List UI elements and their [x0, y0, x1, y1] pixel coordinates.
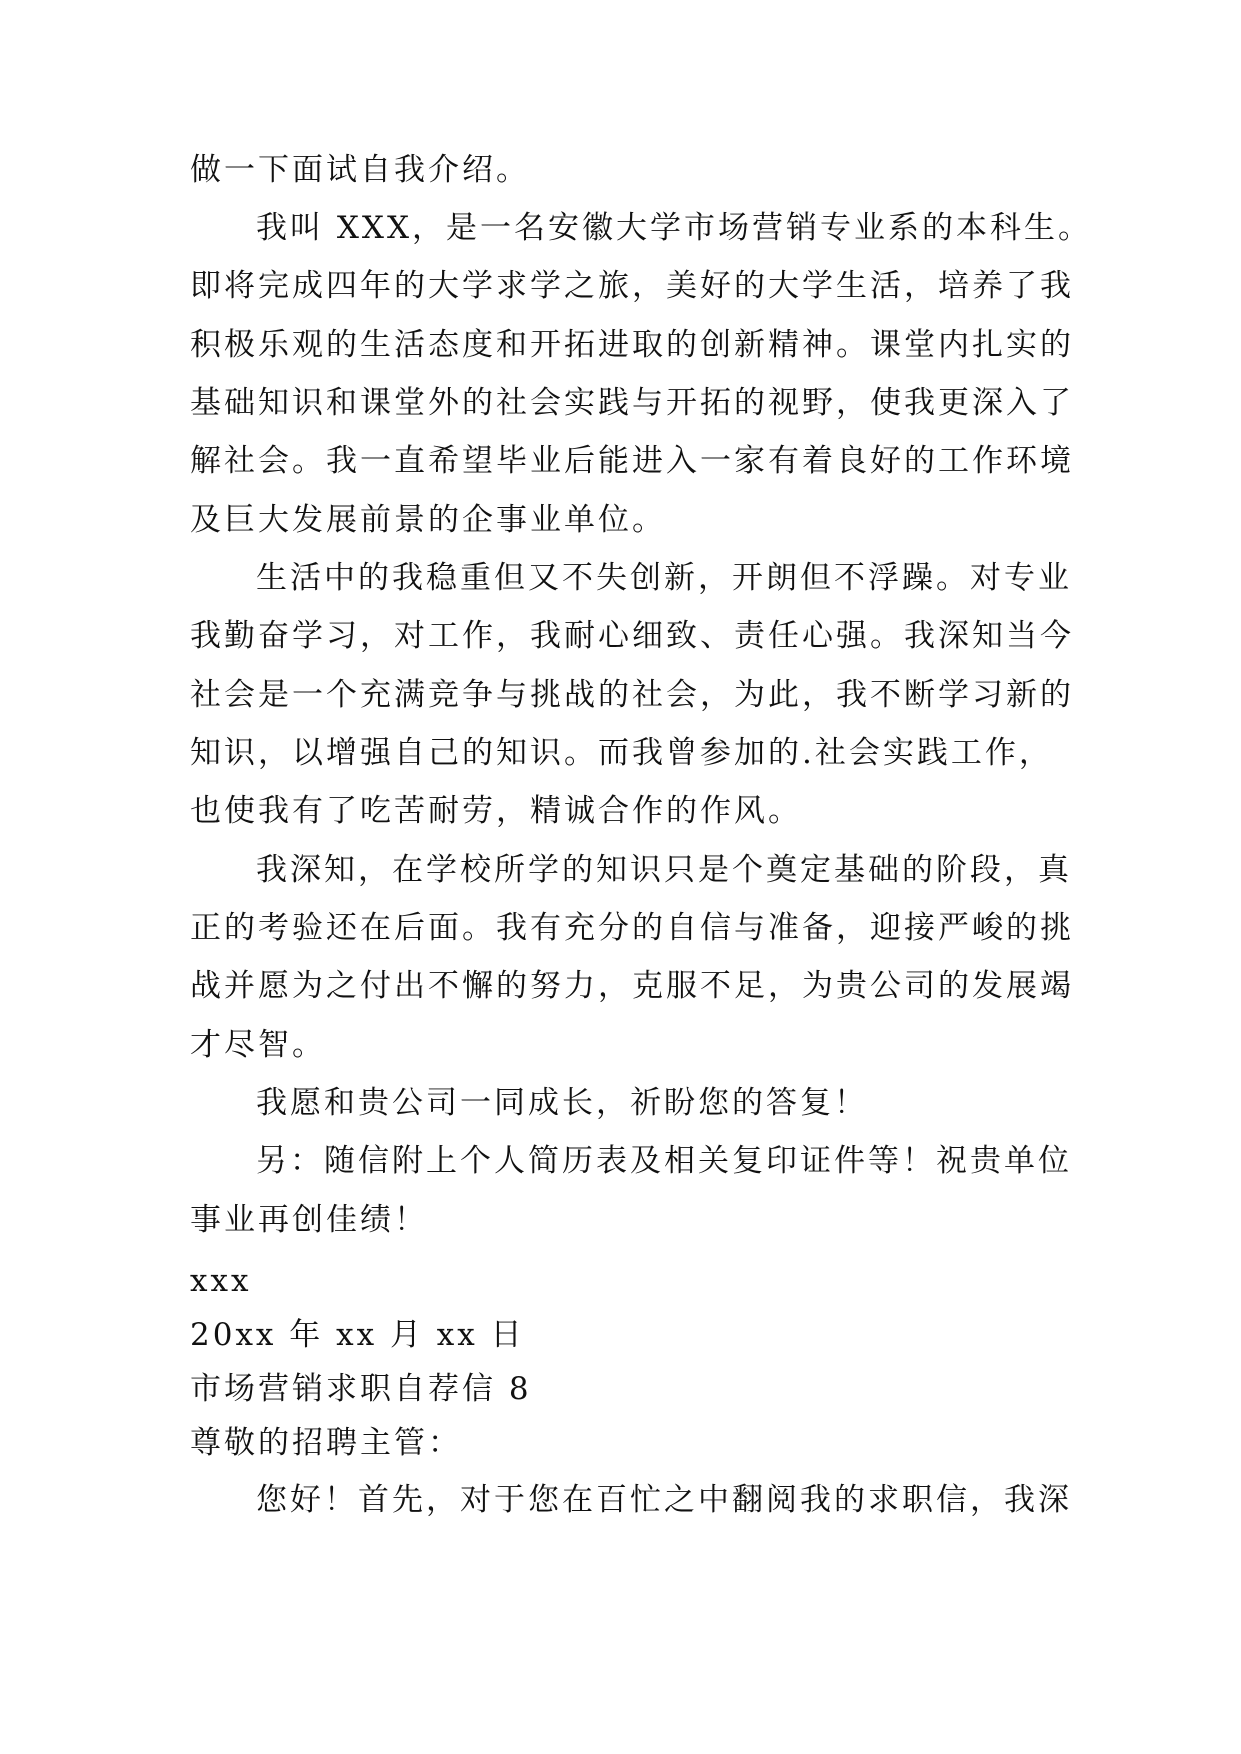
- salutation: 尊敬的招聘主管：: [190, 1425, 462, 1461]
- text-line: 战并愿为之付出不懈的努力，克服不足，为贵公司的发展竭: [190, 968, 1074, 1004]
- text-line: 即将完成四年的大学求学之旅，美好的大学生活，培养了我: [190, 268, 1074, 304]
- text-line: 及巨大发展前景的企事业单位。: [190, 502, 666, 538]
- text-line: 生活中的我稳重但又不失创新，开朗但不浮躁。对专业: [256, 560, 1072, 596]
- text-line: 我深知，在学校所学的知识只是个奠定基础的阶段，真: [256, 852, 1072, 888]
- text-line: 我勤奋学习，对工作，我耐心细致、责任心强。我深知当今: [190, 618, 1074, 654]
- text-line: 解社会。我一直希望毕业后能进入一家有着良好的工作环境: [190, 443, 1074, 479]
- text-line: 正的考验还在后面。我有充分的自信与准备，迎接严峻的挑: [190, 910, 1074, 946]
- text-line: 知识，以增强自己的知识。而我曾参加的.社会实践工作，: [190, 735, 1053, 771]
- signature-name: xxx: [190, 1263, 252, 1299]
- text-line: 事业再创佳绩！: [190, 1202, 428, 1238]
- text-line: 社会是一个充满竞争与挑战的社会，为此，我不断学习新的: [190, 677, 1074, 713]
- text-line: 也使我有了吃苦耐劳，精诚合作的作风。: [190, 793, 802, 829]
- text-line: 我叫 XXX，是一名安徽大学市场营销专业系的本科生。: [256, 210, 1093, 246]
- text-line: 积极乐观的生活态度和开拓进取的创新精神。课堂内扎实的: [190, 327, 1074, 363]
- text-line: 才尽智。: [190, 1027, 326, 1063]
- text-line: 另：随信附上个人简历表及相关复印证件等！祝贵单位: [256, 1143, 1072, 1179]
- text-line: 基础知识和课堂外的社会实践与开拓的视野，使我更深入了: [190, 385, 1074, 421]
- text-line: 我愿和贵公司一同成长，祈盼您的答复！: [256, 1085, 868, 1121]
- text-line: 您好！首先，对于您在百忙之中翻阅我的求职信，我深: [256, 1482, 1072, 1518]
- text-line: 做一下面试自我介绍。: [190, 152, 530, 188]
- section-title: 市场营销求职自荐信 8: [190, 1371, 532, 1407]
- date-line: 20xx 年 xx 月 xx 日: [190, 1317, 525, 1353]
